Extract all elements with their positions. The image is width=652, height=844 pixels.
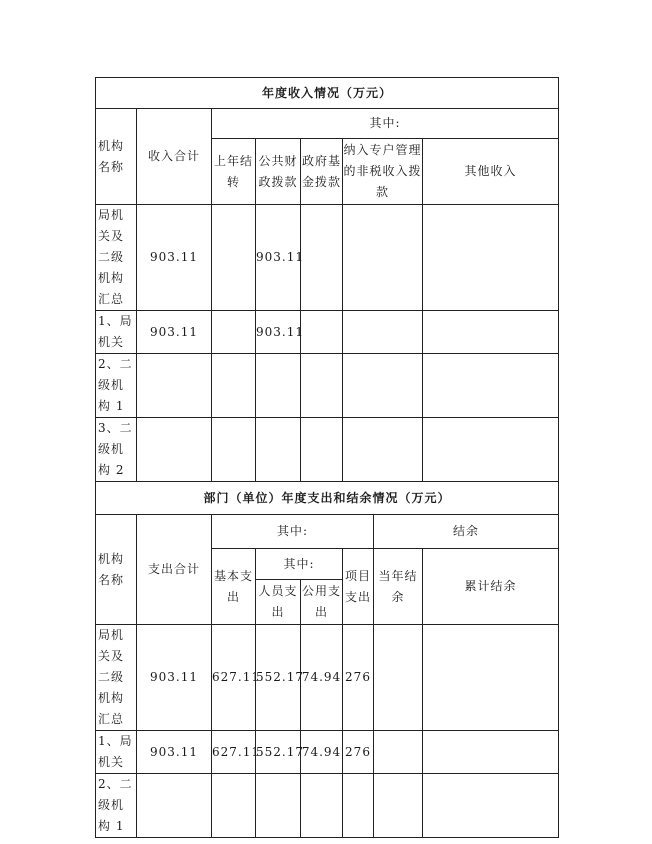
income-row-carryover [212,311,256,354]
income-row-gov-fund [301,205,343,311]
income-title: 年度收入情况（万元） [96,78,559,109]
expense-row-cumulative [423,774,559,838]
expense-title: 部门（单位）年度支出和结余情况（万元） [96,482,559,515]
income-row-total: 903.11 [137,311,212,354]
income-header-public-finance: 公共财政拨款 [256,139,301,205]
expense-row-name: 1、局机关 [96,731,137,774]
income-row-other [423,311,559,354]
expense-row-year-balance [374,731,423,774]
expense-row-cumulative [423,625,559,731]
expense-row-name: 2、二级机构 1 [96,774,137,838]
income-row-gov-fund [301,354,343,418]
expense-row-project [343,774,374,838]
income-header-of-which: 其中: [212,109,559,139]
finance-table [95,77,559,838]
income-row-total [137,418,212,482]
expense-header-of-which-inner: 其中: [256,549,343,580]
expense-row-total [137,774,212,838]
expense-row-basic [212,774,256,838]
income-row-non-tax [343,418,423,482]
expense-header-public-use: 公用支出 [301,580,343,625]
income-row-carryover [212,205,256,311]
expense-row-project: 276 [343,731,374,774]
expense-row-personnel [256,774,301,838]
expense-row-public-use: 74.94 [301,625,343,731]
income-row-total: 903.11 [137,205,212,311]
expense-row [96,774,559,838]
expense-row-total: 903.11 [137,731,212,774]
income-row-carryover [212,418,256,482]
expense-row-basic: 627.11 [212,731,256,774]
income-row-public-finance: 903.11 [256,205,301,311]
expense-header-personnel: 人员支出 [256,580,301,625]
expense-row-total: 903.11 [137,625,212,731]
income-row-carryover [212,354,256,418]
income-row-public-finance [256,354,301,418]
income-row-total [137,354,212,418]
expense-row-year-balance [374,625,423,731]
expense-row-public-use: 74.94 [301,731,343,774]
income-row-other [423,418,559,482]
income-row-name: 2、二级机构 1 [96,354,137,418]
expense-header-org-name: 机构名称 [96,515,137,625]
income-row [96,311,559,354]
expense-row-personnel: 552.17 [256,731,301,774]
income-row-name: 1、局机关 [96,311,137,354]
income-row-public-finance: 903.11 [256,311,301,354]
expense-row-basic: 627.11 [212,625,256,731]
income-row-name: 局机关及二级机构汇总 [96,205,137,311]
expense-header-year-balance: 当年结余 [374,549,423,625]
income-row-public-finance [256,418,301,482]
income-row-gov-fund [301,311,343,354]
income-row-name: 3、二级机构 2 [96,418,137,482]
expense-header-balance: 结余 [374,515,559,549]
income-header-carryover: 上年结转 [212,139,256,205]
expense-header-project: 项目支出 [343,549,374,625]
income-row-non-tax [343,311,423,354]
income-header-org-name: 机构名称 [96,109,137,205]
income-row-other [423,205,559,311]
expense-row [96,731,559,774]
expense-row-name: 局机关及二级机构汇总 [96,625,137,731]
income-row [96,418,559,482]
income-header-other: 其他收入 [423,139,559,205]
income-row-other [423,354,559,418]
income-row-gov-fund [301,418,343,482]
income-header-non-tax: 纳入专户管理的非税收入拨款 [343,139,423,205]
expense-header-basic: 基本支出 [212,549,256,625]
income-row [96,354,559,418]
expense-row-cumulative [423,731,559,774]
expense-row-year-balance [374,774,423,838]
income-row [96,205,559,311]
income-header-gov-fund: 政府基金拨款 [301,139,343,205]
income-header-total: 收入合计 [137,109,212,205]
income-row-non-tax [343,205,423,311]
income-row-non-tax [343,354,423,418]
expense-row-personnel: 552.17 [256,625,301,731]
expense-row-public-use [301,774,343,838]
expense-header-total: 支出合计 [137,515,212,625]
expense-header-of-which: 其中: [212,515,374,549]
expense-header-cumulative: 累计结余 [423,549,559,625]
expense-row [96,625,559,731]
expense-row-project: 276 [343,625,374,731]
